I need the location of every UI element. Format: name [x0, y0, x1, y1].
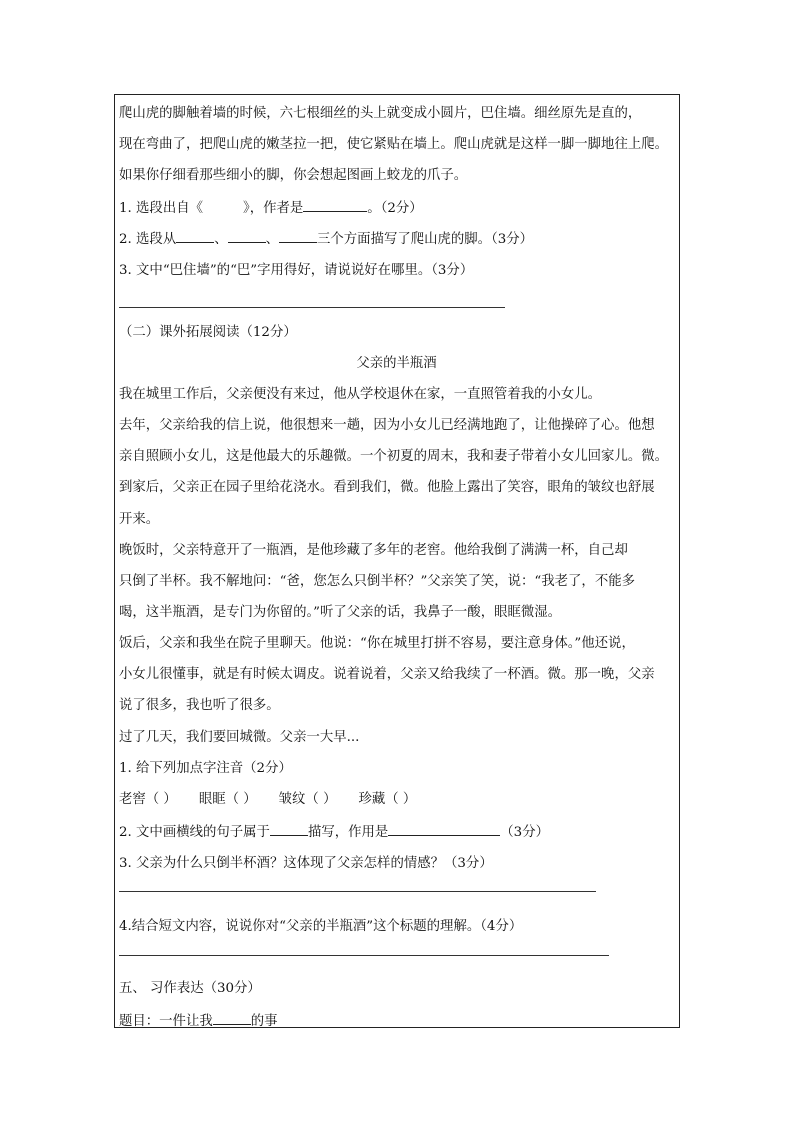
composition-prompt	[119, 1012, 278, 1031]
passage1-line-3: 如果你仔细看那些细小的脚，你会想起图画上蛟龙的爪子。	[119, 168, 468, 183]
article-line-9: 饭后，父亲和我坐在院子里聊天。他说：“你在城里打拼不容易，要注意身体。”他还说，	[119, 636, 635, 651]
article-line-6: 晚饭时，父亲特意开了一瓶酒，是他珍藏了多年的老窖。他给我倒了满满一杯，自己却	[119, 543, 628, 558]
article-line-7: 只倒了半杯。我不解地问：“爸，您怎么只倒半杯？”父亲笑了笑，说：“我老了，不能多	[119, 574, 635, 589]
composition-prompt-post: 的事	[250, 1014, 278, 1029]
composition-title-blank[interactable]	[213, 1012, 251, 1025]
section2-question-2-pre: 2. 文中画横线的句子属于	[119, 825, 270, 840]
article-title: 父亲的半瓶酒	[356, 356, 437, 371]
article-line-10: 小女儿很懂事，就是有时候太调皮。说着说着，父亲又给我续了一杯酒。微。那一晚，父亲	[119, 667, 655, 682]
article-line-11: 说了很多，我也听了很多。	[119, 698, 280, 713]
passage1-line-2: 现在弯曲了，把爬山虎的嫩茎拉一把，使它紧贴在墙上。爬山虎就是这样一脚一脚地往上爬。	[119, 137, 669, 152]
article-line-3: 亲自照顾小女儿，这是他最大的乐趣微。一个初夏的周末，我和妻子带着小女儿回家儿。微。	[119, 449, 669, 464]
aspect-blank-2[interactable]	[228, 230, 266, 243]
article-line-8: 喝，这半瓶酒，是专门为你留的。”听了父亲的话，我鼻子一酸，眼眶微湿。	[119, 605, 562, 620]
answer-line-s2q3[interactable]	[119, 891, 596, 892]
pinyin-items	[119, 791, 416, 809]
section2-heading: （二）课外拓展阅读（12分）	[119, 325, 297, 340]
pinyin-item-4[interactable]: 珍藏（ ）	[358, 792, 417, 807]
description-type-blank[interactable]	[270, 823, 308, 836]
section2-question-4: 4.结合短文内容，说说你对“父亲的半瓶酒”这个标题的理解。（4分）	[119, 919, 523, 934]
question-2-sep-1: 、	[214, 232, 228, 247]
article-line-1: 我在城里工作后，父亲便没有来过，他从学校退休在家，一直照管着我的小女儿。	[119, 387, 602, 402]
section5-heading: 五、 习作表达（30分）	[119, 981, 261, 996]
question-2-post: 三个方面描写了爬山虎的脚。（3分）	[317, 232, 534, 247]
question-2-sep-2: 、	[265, 232, 279, 247]
question-2-pre: 2. 选段从	[119, 232, 177, 247]
aspect-blank-1[interactable]	[176, 230, 214, 243]
section2-question-3: 3. 父亲为什么只倒半杯酒？这体现了父亲怎样的情感？（3分）	[119, 856, 493, 871]
question-2	[119, 230, 533, 249]
question-3: 3. 文中“巴住墙”的“巴”字用得好，请说说好在哪里。（3分）	[119, 263, 474, 278]
answer-line-s2q4[interactable]	[119, 955, 609, 956]
article-line-2: 去年，父亲给我的信上说，他很想来一趟，因为小女儿已经满地跑了，让他操碎了心。他想	[119, 418, 655, 433]
book-title-blank[interactable]	[203, 200, 243, 212]
pinyin-item-1[interactable]: 老窖（ ）	[119, 792, 177, 807]
pinyin-item-3[interactable]: 皱纹（ ）	[278, 792, 337, 807]
author-blank[interactable]	[303, 199, 367, 212]
section2-question-2-post: （3分）	[500, 825, 549, 840]
aspect-blank-3[interactable]	[279, 230, 317, 243]
article-line-12: 过了几天，我们要回城微。父亲一大早...	[119, 730, 360, 745]
passage1-line-1: 爬山虎的脚触着墙的时候，六七根细丝的头上就变成小圆片，巴住墙。细丝原先是直的，	[119, 106, 642, 121]
question-1	[119, 199, 423, 218]
question-1-mid: 》，作者是	[243, 201, 304, 216]
composition-prompt-pre: 题目：一件让我	[119, 1014, 213, 1029]
article-line-4: 到家后，父亲正在园子里给花浇水。看到我们，微。他脸上露出了笑容，眼角的皱纹也舒展	[119, 480, 655, 495]
function-blank[interactable]	[388, 823, 500, 836]
section2-question-2-mid: 描写，作用是	[307, 825, 389, 840]
article-line-5: 开来。	[119, 512, 160, 527]
question-1-pre: 1. 选段出自《	[119, 201, 203, 216]
section2-question-2	[119, 823, 549, 842]
answer-line-q3[interactable]	[119, 307, 505, 308]
pinyin-item-2[interactable]: 眼眶（ ）	[198, 792, 257, 807]
question-1-post: 。（2分）	[367, 201, 423, 216]
section2-question-1: 1. 给下列加点字注音（2分）	[119, 761, 292, 776]
